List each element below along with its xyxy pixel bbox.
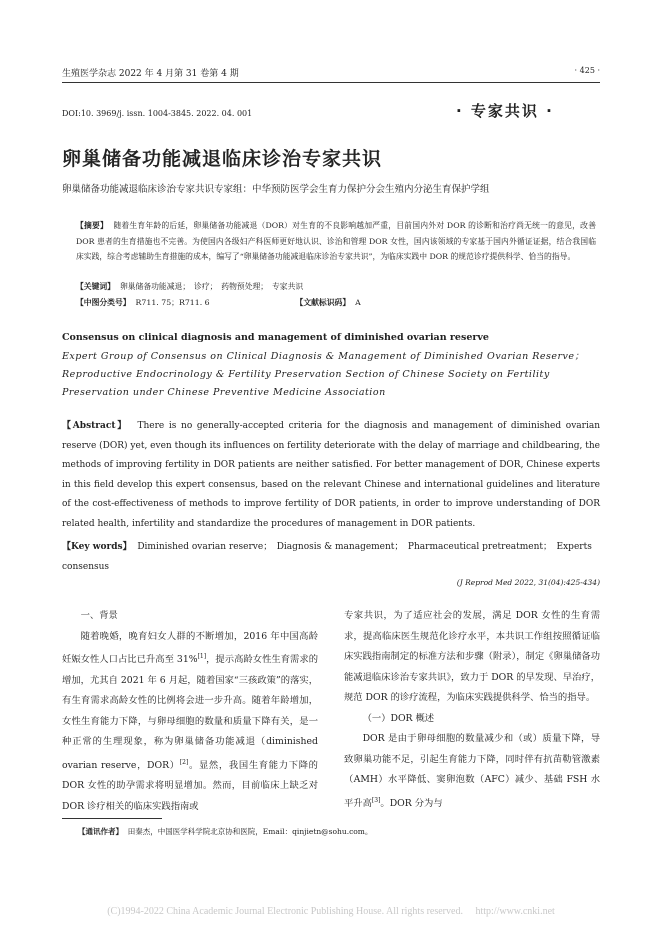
author-group: 卵巢储备功能减退临床诊治专家共识专家组：中华预防医学会生育力保护分会生殖内分泌生育保护学组 bbox=[62, 184, 490, 195]
english-title: Consensus on clinical diagnosis and management of diminished ovarian reserve bbox=[62, 332, 489, 343]
abstract-label: 【摘要】 bbox=[76, 221, 109, 230]
class-value: R711. 75；R711. 6 bbox=[135, 298, 210, 307]
body-left-column bbox=[62, 606, 318, 817]
paragraph-text: 。DOR 分为与 bbox=[380, 797, 443, 809]
body-right-column bbox=[344, 606, 600, 814]
abstract-text: 随着生育年龄的后延，卵巢储备功能减退（DOR）对生育的不良影响越加严重，目前国内外对 DOR 的诊断和治疗尚无统一的意见，改善 DOR 患者的生育措施也不完善。为使国内各级妇产科医师更好地认识、诊治和管理 DOR 女性，国内该领域的专家基于国内外循证证据，结合我国临床实践，综合考虑辅助生育措施的成本，编写了“卵巢储备功能减退临床诊治专家共识”，为临床实践中 DOR 的规范诊疗提供科学、恰当的指导。 bbox=[76, 221, 596, 261]
keywords-text: 卵巢储备功能减退； 诊疗； 药物预处理； 专家共识 bbox=[119, 282, 304, 291]
doc-label: 【文献标识码】 bbox=[295, 298, 351, 307]
section-heading-background: 一、背景 bbox=[80, 610, 118, 621]
english-keywords-label: 【Key words】 bbox=[62, 542, 132, 552]
copyright-watermark: (C)1994-2022 China Academic Journal Electronic Publishing House. All rights reserved. http://www.cnki.net bbox=[107, 906, 555, 917]
classification-line bbox=[76, 297, 361, 308]
english-authors: Expert Group of Consensus on Clinical Diagnosis & Management of Diminished Ovarian Reserve；Reproductive Endocrinology & Fertility Preservation Section of Chinese Society on Fertility Preservation under Chinese Preventive Medicine Association bbox=[62, 351, 585, 398]
journal-header: 生殖医学杂志 2022 年 4 月第 31 卷第 4 期 bbox=[62, 69, 239, 79]
paragraph-text: 。显然，我国生育能力下降的 DOR 女性的助孕需求将明显增加。然而，目前临床上缺乏对 DOR 诊疗相关的临床实践指南或 bbox=[62, 759, 318, 812]
footnote-rule bbox=[62, 818, 162, 819]
english-keywords-text: Diminished ovarian reserve； Diagnosis & management； Pharmaceutical pretreatment； Experts consensus bbox=[62, 542, 592, 572]
page-number: · 425 · bbox=[574, 66, 600, 75]
body-paragraph-right: 专家共识，为了适应社会的发展，满足 DOR 女性的生育需求，提高临床医生规范化诊疗水平，本共识工作组按照循证临床实践指南制定的标准方法和步骤（附录），制定《卵巢储备功能减退临床诊治专家共识》，致力于 DOR 的早发现、早治疗，规范 DOR 的诊疗流程，为临床实践提供科学、恰当的指导。 bbox=[344, 610, 600, 703]
subsection-heading-dor: （一）DOR 概述 bbox=[362, 712, 435, 724]
english-abstract-text: There is no generally-accepted criteria for the diagnosis and management of diminished ovarian reserve (DOR) yet, even though its influences on fertility deteriorate with the delay of marriage and childbearing, the methods of improving fertility in DOR patients are neither satisfied. For better management of DOR, Chinese experts in this field develop this expert consensus, based on the relevant Chinese and international guidelines and literature of the cost-effectiveness of methods to improve fertility of DOR patients, in order to improve understanding of DOR related health, infertility and standardize the procedures of management in DOR patients. bbox=[62, 421, 600, 529]
article-title: 卵巢储备功能减退临床诊治专家共识 bbox=[62, 148, 383, 170]
doi[interactable]: DOI:10. 3969/j. issn. 1004-3845. 2022. 04. 001 bbox=[62, 109, 253, 118]
footnote-label: 【通讯作者】 bbox=[78, 827, 123, 836]
paragraph-text: DOR 是由于卵母细胞的数量减少和（或）质量下降，导致卵巢功能不足，引起生育能力下降，同时伴有抗苗勒管激素（AMH）水平降低、窦卵泡数（AFC）减少、基础 FSH 水平升高 bbox=[344, 733, 600, 809]
reference-3[interactable]: [3] bbox=[371, 796, 381, 804]
english-abstract-label: 【Abstract】 bbox=[62, 421, 129, 431]
paragraph-text: 随着晚婚，晚育妇女人群的不断增加，2016 年中国高龄妊娠女性人口占比已升高至 31% bbox=[62, 630, 318, 666]
citation: (J Reprod Med 2022, 31(04):425-434) bbox=[456, 578, 600, 587]
paragraph-text: ，提示高龄女性生育需求的增加，尤其自 2021 年 6 月起，随着国家“三孩政策”的落实，有生育需求高龄女性的比例将会进一步升高。随着年龄增加，女性生育能力下降，与卵母细胞的数量和质量下降有关，是一种正常的生理现象，称为卵巢储备功能减退（diminished ovarian reserve，DOR） bbox=[62, 654, 318, 771]
keywords-label: 【关键词】 bbox=[76, 282, 115, 291]
english-abstract bbox=[62, 417, 600, 534]
header-rule bbox=[62, 82, 600, 83]
corresponding-author-footnote bbox=[78, 826, 372, 837]
english-keywords bbox=[62, 538, 600, 577]
section-label: · 专家共识 · bbox=[456, 102, 554, 120]
doc-value: A bbox=[355, 298, 361, 307]
class-label: 【中图分类号】 bbox=[76, 298, 131, 307]
abstract-chinese bbox=[76, 218, 596, 265]
body-paragraph-dor bbox=[344, 729, 600, 814]
keywords-chinese bbox=[76, 281, 303, 292]
reference-1[interactable]: [1] bbox=[197, 653, 207, 660]
reference-2[interactable]: [2] bbox=[179, 758, 189, 766]
body-paragraph-left bbox=[62, 627, 318, 818]
footnote-text: 田秦杰，中国医学科学院北京协和医院，Email：qinjietn@sohu.com。 bbox=[127, 827, 373, 836]
